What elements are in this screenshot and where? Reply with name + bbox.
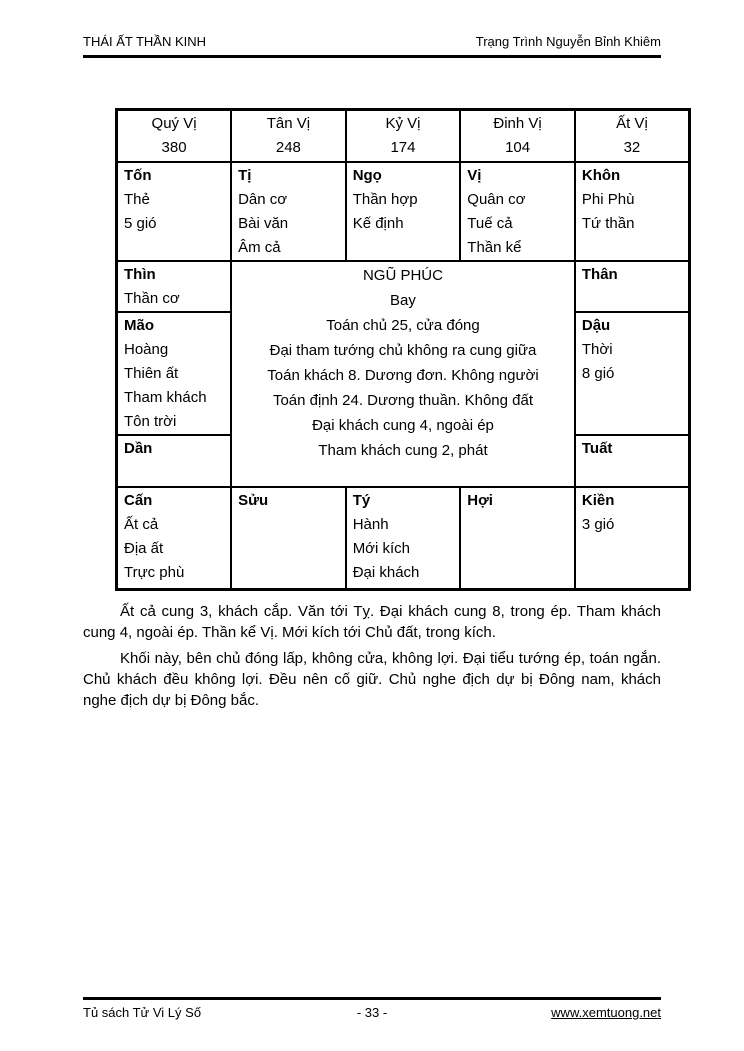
page-header (83, 34, 661, 58)
cell-line: Thần hợp (352, 190, 418, 208)
cell-value: 32 (623, 139, 641, 156)
cell-line: Tứ thần (581, 214, 635, 232)
table-header-row (117, 110, 690, 162)
cell-ty (346, 487, 461, 590)
zodiac-label: Tốn (124, 166, 152, 184)
cell-value: 104 (505, 139, 531, 156)
cell-line: Âm cả (238, 238, 281, 256)
cell-mao (117, 312, 232, 435)
cell-label: Đinh Vị (493, 115, 542, 132)
cell-dan (117, 435, 232, 487)
cell-line: Tham khách (124, 388, 207, 406)
cell-line: Thần kể (467, 238, 522, 256)
book-title: THÁI ẤT THẦN KINH (83, 34, 207, 49)
header-cell-at-vi (575, 110, 690, 162)
cell-line: Quân cơ (467, 190, 526, 208)
cell-line: Bài văn (238, 214, 289, 232)
cell-line: 3 gió (581, 515, 615, 533)
cell-line: Địa ất (124, 539, 164, 557)
footer-page-number: - 33 - (356, 1005, 388, 1020)
cell-ngo (346, 162, 461, 261)
center-line: Bay (390, 291, 416, 309)
cell-line: Ất cả (124, 515, 159, 533)
cell-than (575, 261, 690, 312)
cell-value: 380 (161, 139, 187, 156)
divination-chart-table (115, 108, 691, 591)
cell-line: Phi Phù (581, 190, 635, 208)
cell-dau (575, 312, 690, 435)
cell-kien (575, 487, 690, 590)
cell-line: Thần cơ (124, 289, 180, 307)
header-cell-quy-vi (117, 110, 232, 162)
zodiac-label: Tị (238, 166, 252, 184)
table-row (117, 261, 690, 312)
cell-line: Tôn trời (124, 412, 177, 430)
cell-khon (575, 162, 690, 261)
footer-series-title: Tủ sách Tử Vi Lý Số (83, 1005, 202, 1020)
center-title: NGŨ PHÚC (362, 266, 443, 284)
cell-line: Đại khách (352, 563, 420, 581)
zodiac-label: Kiền (581, 491, 615, 509)
cell-line: Tuế cả (467, 214, 513, 232)
center-line: Tham khách cung 2, phát (318, 441, 488, 459)
cell-label: Quý Vị (151, 115, 197, 132)
cell-line: Thẻ (124, 190, 150, 208)
center-line: Toán định 24. Dương thuần. Không đất (272, 391, 534, 409)
paragraph-2: Khối này, bên chủ đóng lấp, không cửa, không lợi. Đại tiểu tướng ép, toán ngắn. Chủ khách đều không lợi. Đều nên cố giữ. Chủ nghe địch dự bị Đông nam, khách nghe địch dự bị Đông bắc. (83, 650, 661, 709)
cell-line: 8 gió (581, 364, 615, 382)
zodiac-label: Vị (467, 166, 482, 184)
cell-thin (117, 261, 232, 312)
page-footer (83, 997, 661, 1020)
cell-line: Thời (581, 340, 613, 358)
table-row (117, 162, 690, 261)
zodiac-label: Dần (124, 439, 153, 457)
table-row (117, 487, 690, 590)
cell-tuat (575, 435, 690, 487)
zodiac-label: Sửu (238, 491, 269, 509)
zodiac-label: Thân (581, 265, 618, 283)
zodiac-label: Khôn (581, 166, 621, 184)
header-cell-ky-vi (346, 110, 461, 162)
cell-label: Tân Vị (266, 115, 311, 132)
cell-line: Thiên ất (124, 364, 179, 382)
zodiac-label: Tý (352, 491, 371, 509)
zodiac-label: Tuất (581, 439, 613, 457)
cell-line: Kế định (352, 214, 404, 232)
cell-can (117, 487, 232, 590)
footer-website-link[interactable]: www.xemtuong.net (551, 1005, 662, 1020)
center-line: Toán chủ 25, cửa đóng (326, 316, 480, 334)
author-name: Trạng Trình Nguyễn Bỉnh Khiêm (475, 34, 661, 49)
header-cell-tan-vi (231, 110, 346, 162)
zodiac-label: Mão (124, 316, 154, 334)
cell-vi (460, 162, 575, 261)
cell-line: Hành (352, 515, 389, 533)
center-line: Đại khách cung 4, ngoài ép (312, 416, 494, 434)
cell-suu (231, 487, 346, 590)
cell-ton (117, 162, 232, 261)
cell-line: 5 gió (124, 214, 157, 232)
zodiac-label: Thìn (124, 265, 156, 283)
zodiac-label: Dậu (581, 316, 611, 334)
commentary-text (83, 601, 661, 716)
cell-label: Ất Vị (616, 115, 648, 132)
cell-line: Trực phù (124, 563, 185, 581)
cell-value: 174 (390, 139, 416, 156)
cell-value: 248 (275, 139, 301, 156)
cell-hoi (460, 487, 575, 590)
cell-line: Mới kích (352, 539, 411, 557)
zodiac-label: Cấn (124, 491, 153, 509)
cell-ngu-phuc-center (231, 261, 575, 487)
zodiac-label: Hợi (467, 491, 493, 509)
center-line: Đại tham tướng chủ không ra cung giữa (269, 341, 537, 359)
zodiac-label: Ngọ (352, 166, 382, 184)
cell-label: Kỷ Vị (385, 115, 421, 132)
header-cell-dinh-vi (460, 110, 575, 162)
cell-line: Hoàng (124, 340, 169, 358)
cell-line: Dân cơ (238, 190, 288, 208)
cell-ti (231, 162, 346, 261)
paragraph-1: Ất cả cung 3, khách cắp. Văn tới Tỵ. Đại khách cung 8, trong ép. Tham khách cung 4, ngoài ép. Thần kể Vị. Mới kích tới Chủ đất, trong kích. (83, 603, 661, 641)
center-line: Toán khách 8. Dương đơn. Không người (267, 366, 539, 384)
